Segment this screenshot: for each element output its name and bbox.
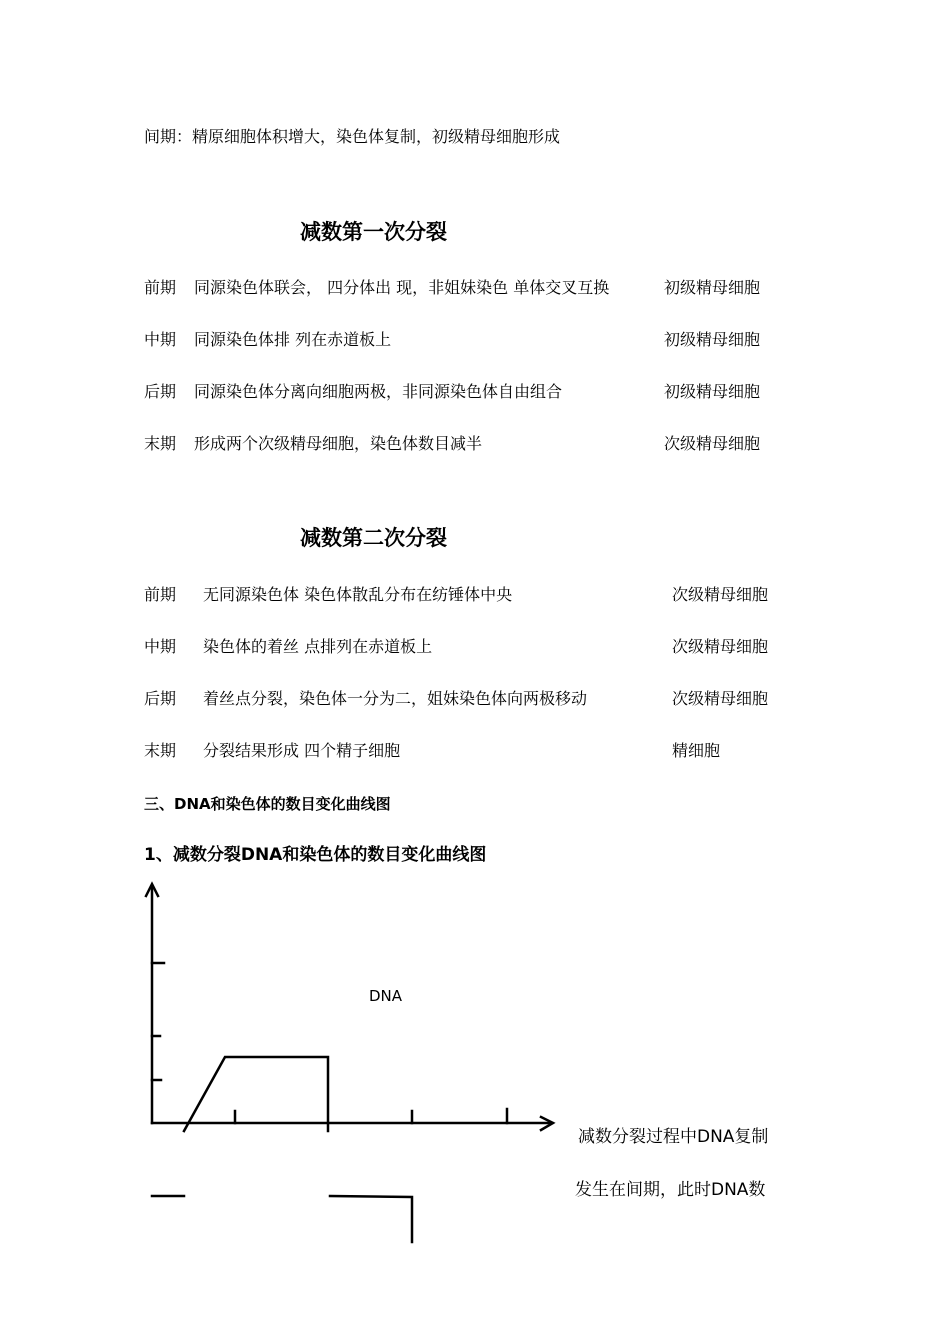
m2-row-4-cell: 精细胞 [672, 741, 721, 760]
m1-row-1-cell: 初级精母细胞 [664, 278, 761, 297]
m1-row-1-phase: 前期 [144, 278, 177, 297]
m2-row-4-desc: 分裂结果形成 四个精子细胞 [203, 741, 401, 760]
m1-row-3-cell: 初级精母细胞 [664, 382, 761, 401]
section3-heading: 三、DNA和染色体的数目变化曲线图 [144, 795, 391, 813]
interphase-text: 间期：精原细胞体积增大，染色体复制，初级精母细胞形成 [144, 127, 561, 146]
m1-row-1-desc: 同源染色体联会， 四分体出 现，非姐妹染色 单体交叉互换 [194, 278, 610, 297]
dna-curve [184, 1057, 328, 1131]
side-text-line-1: 减数分裂过程中DNA复制 [578, 1127, 769, 1147]
m2-row-2-phase: 中期 [144, 637, 177, 656]
m1-row-2-desc: 同源染色体排 列在赤道板上 [194, 330, 392, 349]
m2-row-4-phase: 末期 [144, 741, 177, 760]
m2-row-1-cell: 次级精母细胞 [672, 585, 769, 604]
m1-row-2-phase: 中期 [144, 330, 177, 349]
subsection1-heading: 1、减数分裂DNA和染色体的数目变化曲线图 [144, 845, 487, 865]
m2-row-1-phase: 前期 [144, 585, 177, 604]
m2-row-3-phase: 后期 [144, 689, 177, 708]
meiosis2-title: 减数第二次分裂 [300, 526, 447, 550]
m2-row-3-cell: 次级精母细胞 [672, 689, 769, 708]
m2-row-2-cell: 次级精母细胞 [672, 637, 769, 656]
m1-row-2-cell: 初级精母细胞 [664, 330, 761, 349]
m1-row-4-phase: 末期 [144, 434, 177, 453]
m1-row-4-desc: 形成两个次级精母细胞，染色体数目减半 [194, 434, 483, 453]
side-text-line-2: 发生在间期，此时DNA数 [575, 1180, 766, 1200]
lower-segment-right [330, 1196, 412, 1242]
m2-row-1-desc: 无同源染色体 染色体散乱分布在纺锤体中央 [203, 585, 513, 604]
m1-row-3-phase: 后期 [144, 382, 177, 401]
m1-row-4-cell: 次级精母细胞 [664, 434, 761, 453]
meiosis1-title: 减数第一次分裂 [300, 220, 447, 244]
m1-row-3-desc: 同源染色体分离向细胞两极，非同源染色体自由组合 [194, 382, 563, 401]
chart-dna-label: DNA [369, 987, 403, 1005]
m2-row-3-desc: 着丝点分裂，染色体一分为二，姐妹染色体向两极移动 [203, 689, 588, 708]
m2-row-2-desc: 染色体的着丝 点排列在赤道板上 [203, 637, 433, 656]
